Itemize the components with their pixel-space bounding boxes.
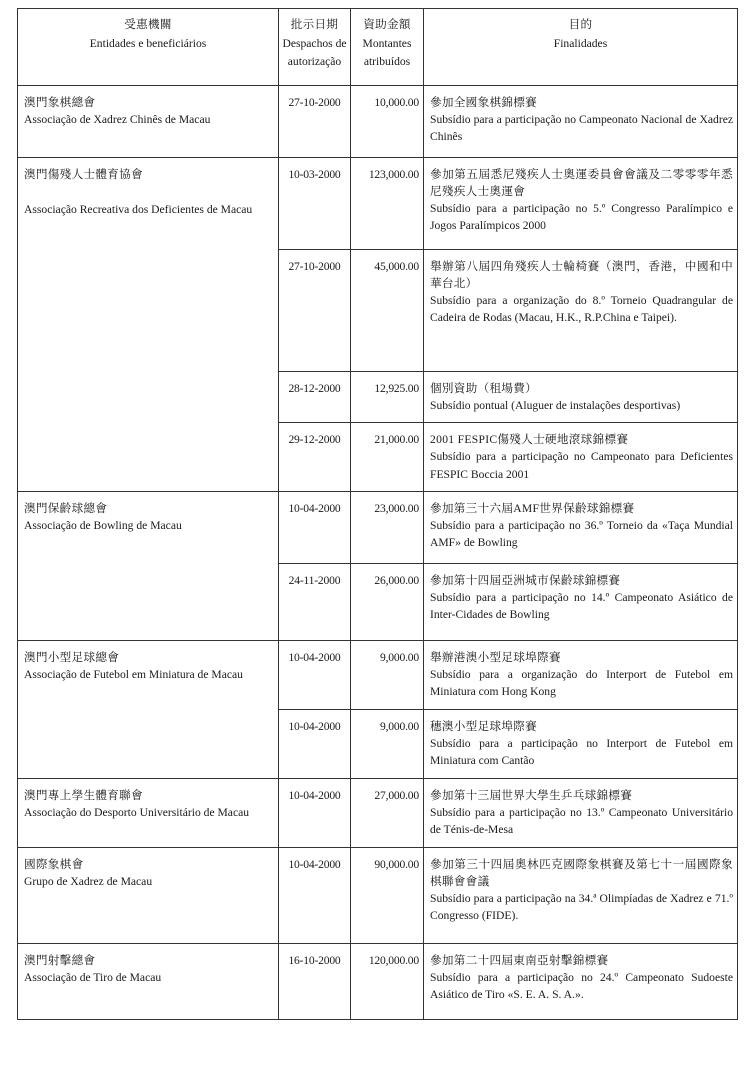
entity-name-pt: Associação de Futebol em Miniatura de Macau [24, 667, 243, 681]
amount-cell: 21,000.00 [351, 423, 424, 491]
header-entity: 受惠機關 Entidades e beneficiários [18, 9, 279, 86]
purpose-pt: Subsídio para a participação no Interport de Futebol em Miniatura com Cantão [430, 736, 733, 768]
purpose-pt: Subsídio para a participação na 34.ª Olimpíadas de Xadrez e 71.º Congresso (FIDE). [430, 892, 733, 923]
entity-name-zh: 澳門保齡球總會 [24, 501, 108, 515]
entity-name-zh: 澳門傷殘人士體育協會 [24, 168, 143, 181]
date-cell: 10-04-2000 [279, 491, 351, 563]
amount-cell: 123,000.00 [351, 158, 424, 250]
amount-cell: 12,925.00 [351, 372, 424, 423]
table-row [18, 640, 738, 709]
entity-cell [18, 86, 279, 158]
purpose-pt: Subsídio para a participação no 24.º Campeonato Sudoeste Asiático de Tiro «S. E. A. S. A.». [430, 970, 733, 1002]
purpose-pt: Subsídio para a participação no 36.º Torneio da «Taça Mundial AMF» de Bowling [430, 518, 733, 550]
purpose-zh: 2001 FESPIC傷殘人士硬地滾球錦標賽 [430, 433, 629, 447]
entity-cell [18, 640, 279, 778]
entity-name-pt: Associação de Xadrez Chinês de Macau [24, 113, 211, 127]
entity-name-pt: Associação de Bowling de Macau [24, 518, 182, 532]
table-row [18, 778, 738, 847]
entity-cell [18, 491, 279, 640]
table-row [18, 491, 738, 563]
purpose-cell [424, 372, 738, 423]
table-row [18, 158, 738, 250]
purpose-cell [424, 778, 738, 847]
entity-cell [18, 158, 279, 492]
date-cell: 10-04-2000 [279, 640, 351, 709]
date-cell: 10-03-2000 [279, 158, 351, 250]
amount-cell: 45,000.00 [351, 250, 424, 372]
purpose-pt: Subsídio pontual (Aluguer de instalações desportivas) [430, 399, 681, 413]
entity-cell [18, 778, 279, 847]
date-cell: 29-12-2000 [279, 423, 351, 491]
purpose-cell [424, 250, 738, 372]
date-cell: 10-04-2000 [279, 847, 351, 943]
amount-cell: 9,000.00 [351, 709, 424, 778]
purpose-cell [424, 709, 738, 778]
subsidy-table [17, 8, 738, 1020]
table-header [18, 9, 738, 86]
header-amount: 資助金額 Montantes atribuídos [351, 9, 424, 86]
purpose-zh: 參加第十四屆亞洲城市保齡球錦標賽 [430, 573, 621, 587]
entity-name-pt: Grupo de Xadrez de Macau [24, 874, 153, 888]
purpose-cell [424, 563, 738, 640]
purpose-cell [424, 943, 738, 1019]
amount-cell: 10,000.00 [351, 86, 424, 158]
entity-name-pt: Associação Recreativa dos Deficientes de Macau [24, 203, 253, 217]
header-purpose: 目的 Finalidades [424, 9, 738, 86]
purpose-pt: Subsídio para a participação no 14.º Campeonato Asiático de Inter-Cidades de Bowling [430, 590, 733, 622]
purpose-cell [424, 86, 738, 158]
purpose-zh: 參加第二十四屆東南亞射擊錦標賽 [430, 953, 609, 967]
date-cell: 10-04-2000 [279, 778, 351, 847]
purpose-pt: Subsídio para a participação no Campeonato Nacional de Xadrez Chinês [430, 113, 733, 144]
purpose-pt: Subsídio para a participação no 13.º Campeonato Universitário de Ténis-de-Mesa [430, 805, 733, 837]
entity-name-zh: 澳門專上學生體育聯會 [24, 788, 143, 802]
date-cell: 10-04-2000 [279, 709, 351, 778]
header-date: 批示日期 Despachos de autorização [279, 9, 351, 86]
purpose-zh: 個別資助（租場費） [430, 382, 538, 395]
purpose-cell [424, 847, 738, 943]
date-cell: 28-12-2000 [279, 372, 351, 423]
date-cell: 24-11-2000 [279, 563, 351, 640]
purpose-cell [424, 640, 738, 709]
purpose-zh: 舉辦第八屆四角殘疾人士輪椅賽（澳門，香港，中國和中華台北） [430, 260, 733, 291]
table-row [18, 943, 738, 1019]
purpose-zh: 舉辦港澳小型足球埠際賽 [430, 650, 561, 664]
amount-cell: 27,000.00 [351, 778, 424, 847]
purpose-cell [424, 491, 738, 563]
purpose-pt: Subsídio para a organização do Interport de Futebol em Miniatura com Hong Kong [430, 667, 733, 699]
entity-cell [18, 847, 279, 943]
amount-cell: 26,000.00 [351, 563, 424, 640]
purpose-zh: 參加第五屆悉尼殘疾人士奧運委員會會議及二零零零年悉尼殘疾人士奧運會 [430, 168, 733, 199]
purpose-cell [424, 423, 738, 491]
purpose-pt: Subsídio para a organização do 8.º Torneio Quadrangular de Cadeira de Rodas (Macau, H.K., R.P.China e Taipei). [430, 294, 733, 325]
entity-name-zh: 澳門射擊總會 [24, 953, 96, 967]
amount-cell: 23,000.00 [351, 491, 424, 563]
date-cell: 16-10-2000 [279, 943, 351, 1019]
entity-name-zh: 澳門象棋總會 [24, 96, 96, 109]
purpose-pt: Subsídio para a participação no 5.º Congresso Paralímpico e Jogos Paralímpicos 2000 [430, 202, 733, 233]
purpose-pt: Subsídio para a participação no Campeonato para Deficientes FESPIC Boccia 2001 [430, 450, 733, 481]
purpose-zh: 參加全國象棋錦標賽 [430, 96, 538, 109]
purpose-zh: 穗澳小型足球埠際賽 [430, 719, 538, 733]
amount-cell: 120,000.00 [351, 943, 424, 1019]
table-row [18, 86, 738, 158]
amount-cell: 90,000.00 [351, 847, 424, 943]
date-cell: 27-10-2000 [279, 86, 351, 158]
entity-name-zh: 澳門小型足球總會 [24, 650, 120, 664]
purpose-zh: 參加第三十六屆AMF世界保齡球錦標賽 [430, 501, 635, 515]
entity-name-zh: 國際象棋會 [24, 857, 84, 871]
table-row [18, 847, 738, 943]
purpose-cell [424, 158, 738, 250]
table-body [18, 86, 738, 1020]
purpose-zh: 參加第三十四屆奧林匹克國際象棋賽及第七十一屆國際象棋聯會會議 [430, 857, 733, 888]
entity-name-pt: Associação de Tiro de Macau [24, 970, 162, 984]
entity-cell [18, 943, 279, 1019]
amount-cell: 9,000.00 [351, 640, 424, 709]
purpose-zh: 參加第十三屆世界大學生乒乓球錦標賽 [430, 788, 633, 802]
entity-name-pt: Associação do Desporto Universitário de Macau [24, 805, 250, 819]
date-cell: 27-10-2000 [279, 250, 351, 372]
